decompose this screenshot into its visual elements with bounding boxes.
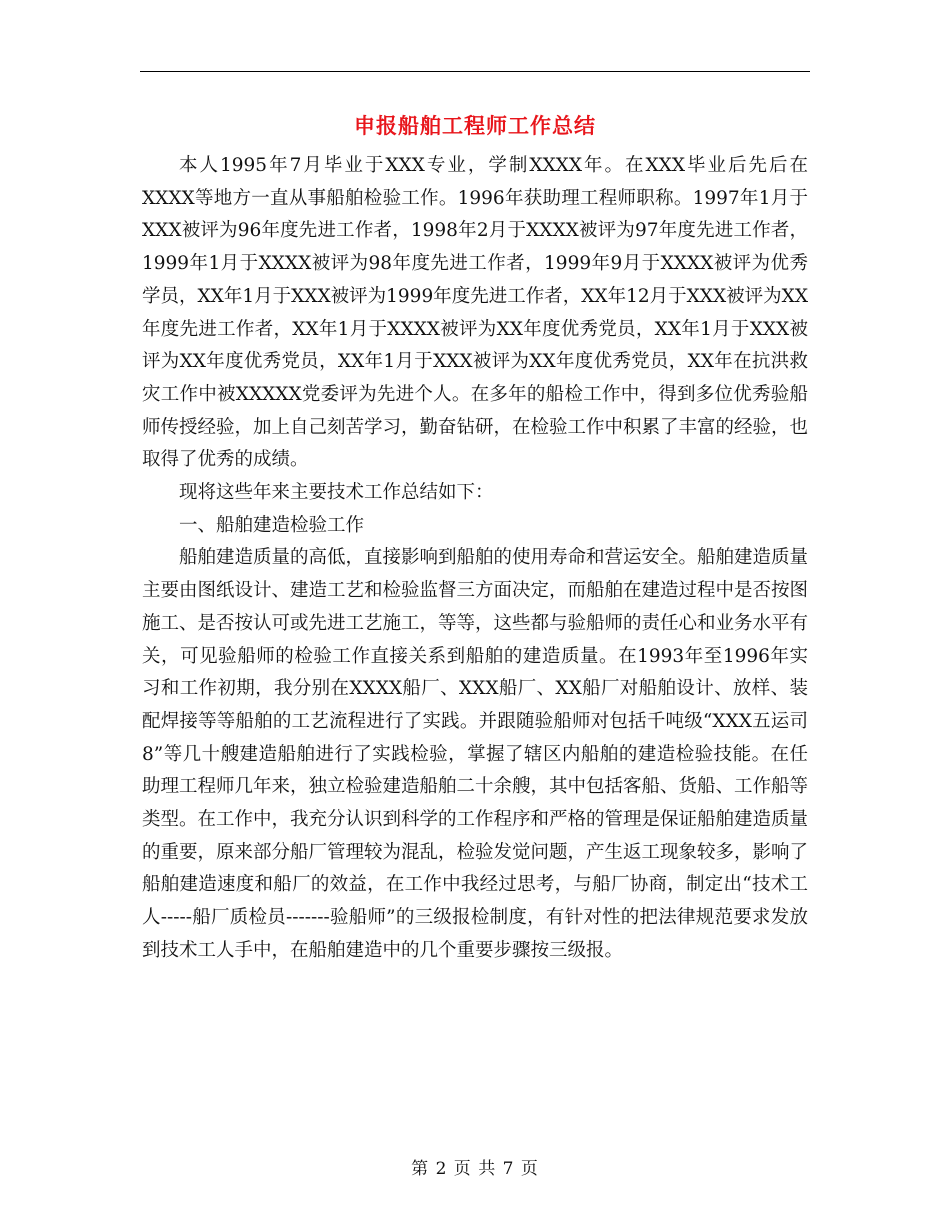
header-rule — [140, 71, 810, 72]
document-title: 申报船舶工程师工作总结 — [354, 114, 596, 138]
document-body — [142, 150, 808, 968]
page-number: 第 2 页 共 7 页 — [411, 1159, 539, 1179]
paragraph: 船舶建造质量的高低，直接影响到船舶的使用寿命和营运安全。船舶建造质量主要由图纸设计、建造工艺和检验监督三方面决定，而船舶在建造过程中是否按图施工、是否按认可或先进工艺施工，等等，这些都与验船师的责任心和业务水平有关，可见验船师的检验工作直接关系到船舶的建造质量。在1993年至1996年实习和工作初期，我分别在XXXX船厂、XXX船厂、XX船厂对船舶设计、放样、装配焊接等等船舶的工艺流程进行了实践。并跟随验船师对包括千吨级“XXX五运司8”等几十艘建造船舶进行了实践检验，掌握了辖区内船舶的建造检验技能。在任助理工程师几年来，独立检验建造船舶二十余艘，其中包括客船、货船、工作船等类型。在工作中，我充分认识到科学的工作程序和严格的管理是保证船舶建造质量的重要，原来部分船厂管理较为混乱，检验发觉问题，产生返工现象较多，影响了船舶建造速度和船厂的效益，在工作中我经过思考，与船厂协商，制定出“技术工人-----船厂质检员-------验船师”的三级报检制度，有针对性的把法律规范要求发放到技术工人手中，在船舶建造中的几个重要步骤按三级报。 — [142, 547, 809, 961]
section-heading: 一、船舶建造检验工作 — [179, 514, 365, 536]
paragraph: 现将这些年来主要技术工作总结如下： — [179, 482, 494, 504]
paragraph: 本人1995年7月毕业于XXX专业，学制XXXX年。在XXX毕业后先后在XXXX等地方一直从事船舶检验工作。1996年获助理工程师职称。1997年1月于XXX被评为96年度先进工作者，1998年2月于XXXX被评为97年度先进工作者，1999年1月于XXXX被评为98年度先进工作者，1999年9月于XXXX被评为优秀学员，XX年1月于XXX被评为1999年度先进工作者，XX年12月于XXX被评为XX年度先进工作者，XX年1月于XXXX被评为XX年度优秀党员，XX年1月于XXX被评为XX年度优秀党员，XX年1月于XXX被评为XX年度优秀党员，XX年在抗洪救灾工作中被XXXXX党委评为先进个人。在多年的船检工作中，得到多位优秀验船师传授经验，加上自己刻苦学习，勤奋钻研，在检验工作中积累了丰富的经验，也取得了优秀的成绩。 — [142, 155, 809, 471]
